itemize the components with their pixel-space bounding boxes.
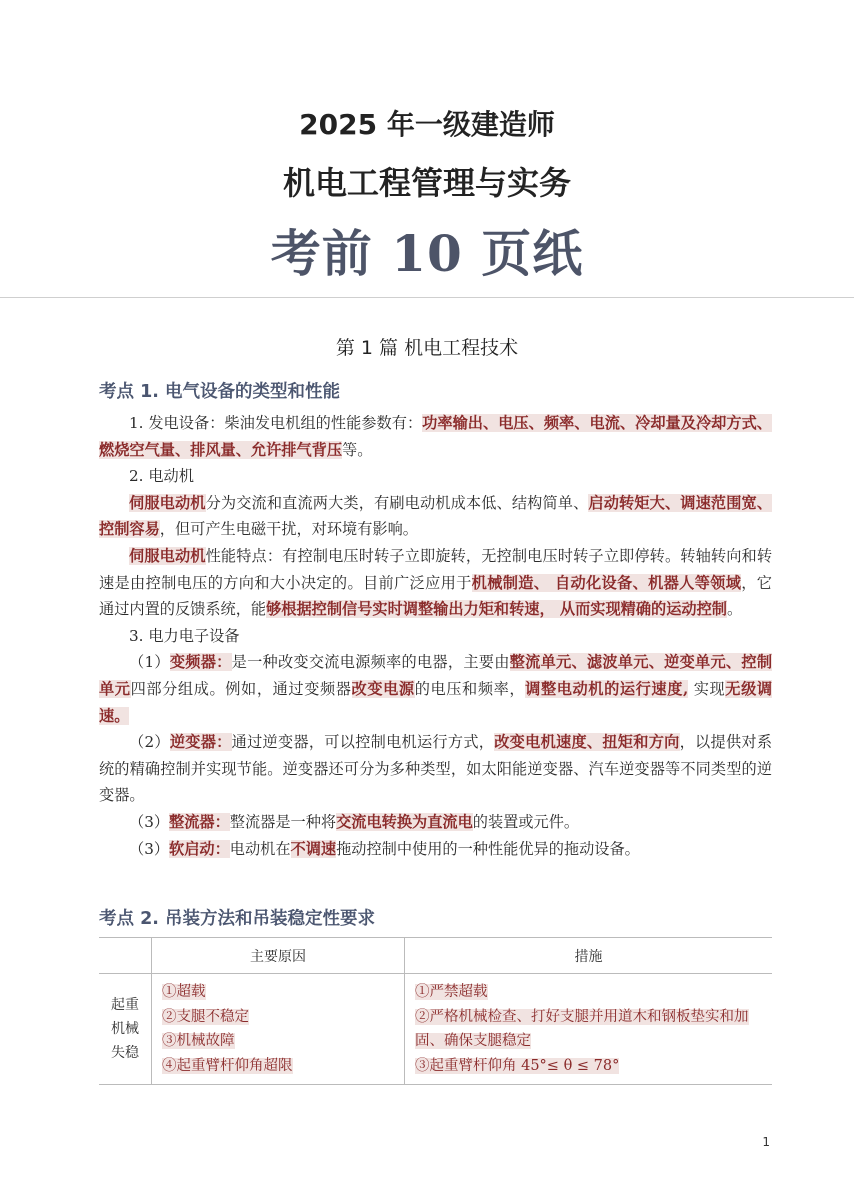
highlight: 伺服电动机 [129,493,206,512]
list-item: ③机械故障 [162,1033,235,1049]
row-label: 起重机械失稳 [99,974,152,1085]
highlight: 交流电转换为直流电 [336,812,473,831]
highlight: 改变电源 [351,679,415,698]
highlight: 变频器： [169,653,232,672]
highlight: 功率输出、电压、频率、电流、冷却量及冷却方式、燃烧空气量、排风量、允许排气背压 [99,414,772,459]
highlight: 无级调速。 [99,679,773,725]
table-row [99,974,772,1085]
paragraph-soft-start: （3）软启动：电动机在不调速拖动控制中使用的一种性能优异的拖动设备。 [129,839,640,858]
list-item: ②严格机械检查、打好支腿并用道木和钢板垫实和加固、确保支腿稳定 [415,1008,749,1049]
document-main-title: 考前 10 页纸 [270,224,584,283]
measures-cell [405,974,773,1085]
highlight: 改变电机速度、扭矩和方向 [494,733,680,752]
paragraph-inverter-frequency: （1）变频器：是一种改变交流电源频率的电器，主要由整流单元、滤波单元、逆变单元、控制单元四部分组成。例如，通过变频器改变电源的电压和频率，调整电动机的运行速度, 实现无级调速。 [99,653,773,725]
list-item: ①严禁超载 [415,984,488,1000]
highlight: 逆变器： [169,733,232,752]
list-item: ④起重臂杆仰角超限 [162,1057,293,1074]
paragraph-power-electronics-heading: 3. 电力电子设备 [129,626,240,645]
paragraph-rectifier: （3）整流器：整流器是一种将交流电转换为直流电的装置或元件。 [129,812,580,831]
header-divider [0,297,854,298]
exam-year-title: 2025 年一级建造师 [299,108,555,141]
table-header-empty [99,938,152,974]
highlight: 整流器： [169,812,230,831]
highlight: 伺服电动机 [129,546,206,565]
highlight: 调整电动机的运行速度, [525,679,689,698]
paragraph-generator: 1. 发电设备：柴油发电机组的性能参数有：功率输出、电压、频率、电流、冷却量及冷却方式、燃烧空气量、排风量、允许排气背压等。 [99,414,772,459]
list-item: ①超载 [162,984,206,1000]
list-item: ③起重臂杆仰角 45°≤ θ ≤ 78° [415,1057,620,1074]
table-header-row [99,938,772,974]
paragraph-inverter: （2）逆变器：通过逆变器，可以控制电机运行方式，改变电机速度、扭矩和方向，以提供对系统的精确控制并实现节能。逆变器还可分为多种类型，如太阳能逆变器、汽车逆变器等不同类型的逆变器。 [99,733,773,805]
highlight: 不调速 [290,839,337,858]
highlight: 整流单元、滤波单元、逆变单元、控制单元 [99,653,773,698]
section-heading-2: 考点 2. 吊装方法和吊装稳定性要求 [99,909,376,929]
highlight: 启动转矩大、调速范围宽、控制容易 [99,493,772,539]
part-title: 第 1 篇 机电工程技术 [335,337,519,359]
table-header-causes: 主要原因 [152,938,405,974]
highlight: 机械制造、 自动化设备、机器人等领域 [471,573,742,592]
section-heading-1: 考点 1. 电气设备的类型和性能 [99,382,341,402]
highlight: 够根据控制信号实时调整输出力矩和转速， 从而实现精确的运动控制 [266,600,727,619]
paragraph-servo-features: 伺服电动机性能特点：有控制电压时转子立即旋转，无控制电压时转子立即停转。转轴转向和转速是由控制电压的方向和大小决定的。目前广泛应用于机械制造、 自动化设备、机器人等领域，它通过内置的反馈系统，能够根据控制信号实时调整输出力矩和转速， 从而实现精确的运动控制。 [99,546,772,619]
table-header-measures: 措施 [405,938,773,974]
paragraph-servo-types: 伺服电动机分为交流和直流两大类，有刷电动机成本低、结构简单、启动转矩大、调速范围宽、控制容易，但可产生电磁干扰，对环境有影响。 [99,493,772,539]
causes-cell [152,974,405,1085]
list-item: ②支腿不稳定 [162,1008,249,1025]
subject-title: 机电工程管理与实务 [282,164,571,202]
crane-instability-table [99,937,772,1085]
highlight: 软启动： [169,839,230,858]
paragraph-motor-heading: 2. 电动机 [129,467,194,486]
page-number: 1 [762,1135,770,1149]
section-1-content [99,410,772,862]
